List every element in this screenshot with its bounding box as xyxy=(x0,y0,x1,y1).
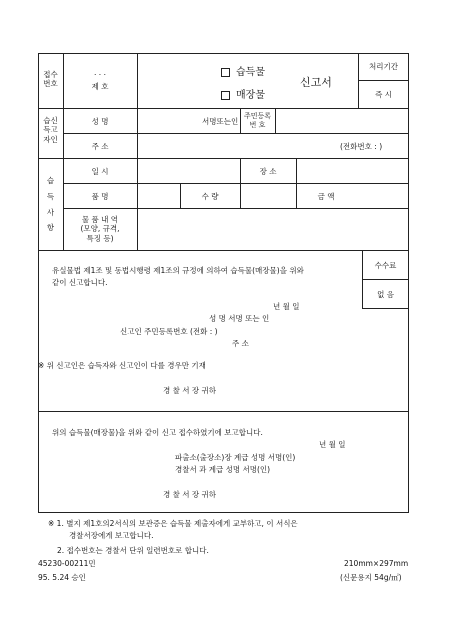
declaration-recipient: 경 찰 서 장 귀하 xyxy=(163,386,217,395)
product-label: 품 명 xyxy=(91,192,109,201)
declaration-reporter: 신고인 주민등록번호 (전화 : ) xyxy=(120,327,218,336)
report-row-2: 경찰서 과 계급 성명 서명(인) xyxy=(175,465,271,474)
receipt-number: 제 호 xyxy=(91,82,109,91)
report-row-1: 파출소(출장소)장 계급 성명 서명(인) xyxy=(175,453,296,462)
place-label: 장 소 xyxy=(259,167,277,176)
period-value: 즉 시 xyxy=(375,90,392,99)
declaration-address: 주 소 xyxy=(232,339,249,348)
declaration-note: ※ 위 신고인은 습득자와 신고인이 다를 경우만 기재 xyxy=(38,361,206,370)
divider xyxy=(240,183,241,208)
checkbox-buried[interactable] xyxy=(221,91,230,100)
divider xyxy=(63,183,409,184)
fee-value: 없 음 xyxy=(377,290,394,299)
period-label: 처리기간 xyxy=(369,62,398,71)
divider xyxy=(362,279,409,280)
phone-label: (전화번호 : ) xyxy=(340,142,383,151)
name-label: 성 명 xyxy=(91,117,109,126)
divider xyxy=(362,308,409,309)
quantity-label: 수 량 xyxy=(201,192,219,201)
declaration-name: 성 명 서명 또는 인 xyxy=(209,314,270,323)
fee-label: 수수료 xyxy=(374,261,397,270)
item-side-label: 습 득 사 항 xyxy=(46,176,55,233)
divider xyxy=(38,108,409,109)
footer-note-1b: 경찰서장에게 보고합니다. xyxy=(69,531,154,540)
divider xyxy=(63,133,409,134)
amount-label: 금 액 xyxy=(317,192,335,201)
date-label: 일 시 xyxy=(91,167,109,176)
report-recipient: 경 찰 서 장 귀하 xyxy=(163,490,217,499)
receipt-label: 접수 번호 xyxy=(43,70,58,89)
report-date: 년 월 일 xyxy=(319,440,346,449)
receipt-dots: . . . xyxy=(94,68,106,77)
divider xyxy=(38,250,409,251)
option-found[interactable]: 습득물 xyxy=(221,63,265,78)
footer-paper: (신문용지 54g/㎡) xyxy=(340,573,402,582)
divider xyxy=(358,80,409,81)
item-detail-label: 물 품 내 역 (모양, 규격, 특징 등) xyxy=(80,215,120,243)
footer-code: 45230-00211민 xyxy=(38,559,96,568)
resident-number-label: 주민등록 번 호 xyxy=(243,112,272,129)
divider xyxy=(38,411,409,412)
divider xyxy=(296,158,297,183)
address-label: 주 소 xyxy=(91,142,109,151)
declaration-line-2: 같이 신고합니다. xyxy=(52,278,108,287)
declaration-line-1: 유실물법 제1조 및 동법시행령 제1조의 규정에 의하여 습득물(매장물)을 위와 xyxy=(52,266,304,275)
footer-note-2: 2. 접수번호는 경찰서 단위 일련번호로 합니다. xyxy=(57,546,209,555)
divider xyxy=(137,53,138,108)
declaration-date: 년 월 일 xyxy=(273,302,300,311)
form-title: 신고서 xyxy=(300,76,332,89)
report-line-1: 위의 습득물(매장물)을 위와 같이 신고 접수하였기에 보고합니다. xyxy=(52,428,263,437)
footer-note-1a: ※ 1. 별지 제1호의2서식의 보관증은 습득물 제출자에게 교부하고, 이 서식은 xyxy=(48,519,298,528)
divider xyxy=(137,158,138,250)
option-buried[interactable]: 매장물 xyxy=(221,86,265,101)
divider xyxy=(63,53,64,108)
checkbox-found[interactable] xyxy=(221,68,230,77)
footer-approved: 95. 5.24 승인 xyxy=(38,573,86,582)
divider xyxy=(137,108,138,158)
divider xyxy=(63,208,409,209)
divider xyxy=(38,158,409,159)
signature-label: 서명또는인 xyxy=(202,117,239,126)
divider xyxy=(275,108,276,133)
reporter-side-label: 습신 득고 자인 xyxy=(43,116,58,144)
footer-size: 210mm×297mm xyxy=(344,559,409,568)
